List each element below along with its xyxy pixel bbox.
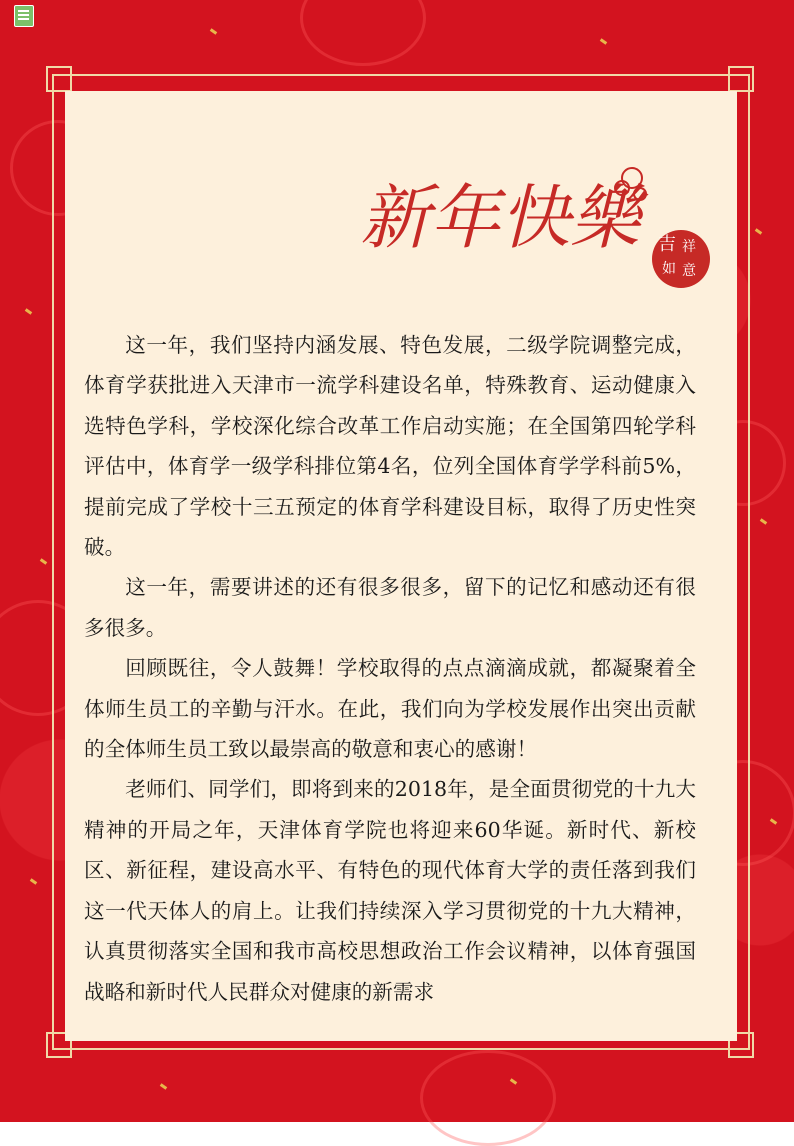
confetti xyxy=(210,28,217,34)
frame-corner-ornament xyxy=(46,66,72,92)
seal-char: 如 xyxy=(662,261,676,277)
swirl-ornament xyxy=(300,0,426,66)
confetti xyxy=(755,228,762,234)
letter-body xyxy=(84,325,696,1012)
new-year-calligraphy-title xyxy=(360,150,650,270)
confetti xyxy=(600,38,607,44)
confetti xyxy=(160,1083,167,1089)
confetti xyxy=(40,558,47,564)
paragraph: 这一年，需要讲述的还有很多很多，留下的记忆和感动还有很多很多。 xyxy=(84,575,696,640)
seal-char: 祥 xyxy=(682,239,696,255)
paragraph: 这一年，我们坚持内涵发展、特色发展，二级学院调整完成，体育学获批进入天津市一流学科建设名单，特殊教育、运动健康入选特色学科，学校深化综合改革工作启动实施；在全国第四轮学科评估中，体育学一级学科排位第4名，位列全国体育学学科前5%，提前完成了学校十三五预定的体育学科建设目标，取得了历史性突破。 xyxy=(84,333,696,560)
paragraph: 回顾既往，令人鼓舞！学校取得的点点滴滴成就，都凝聚着全体师生员工的辛勤与汗水。在此，我们向为学校发展作出突出贡献的全体师生员工致以最崇高的敬意和衷心的感谢！ xyxy=(84,656,696,762)
confetti xyxy=(25,308,32,314)
title-text: 新年快樂 xyxy=(360,177,640,259)
swirl-ornament xyxy=(420,1050,556,1146)
confetti xyxy=(760,518,767,524)
seal-char: 吉 xyxy=(658,234,676,255)
auspicious-seal xyxy=(652,230,710,288)
frame-corner-ornament xyxy=(728,66,754,92)
seal-char: 意 xyxy=(682,263,696,279)
document-icon[interactable] xyxy=(14,5,34,27)
paragraph: 老师们、同学们，即将到来的2018年，是全面贯彻党的十九大精神的开局之年，天津体育学院也将迎来60华诞。新时代、新校区、新征程，建设高水平、有特色的现代体育大学的责任落到我们这一代天体人的肩上。让我们持续深入学习贯彻党的十九大精神，认真贯彻落实全国和我市高校思想政治工作会议精神，以体育强国战略和新时代人民群众对健康的新需求 xyxy=(84,777,696,1004)
confetti xyxy=(30,878,37,884)
